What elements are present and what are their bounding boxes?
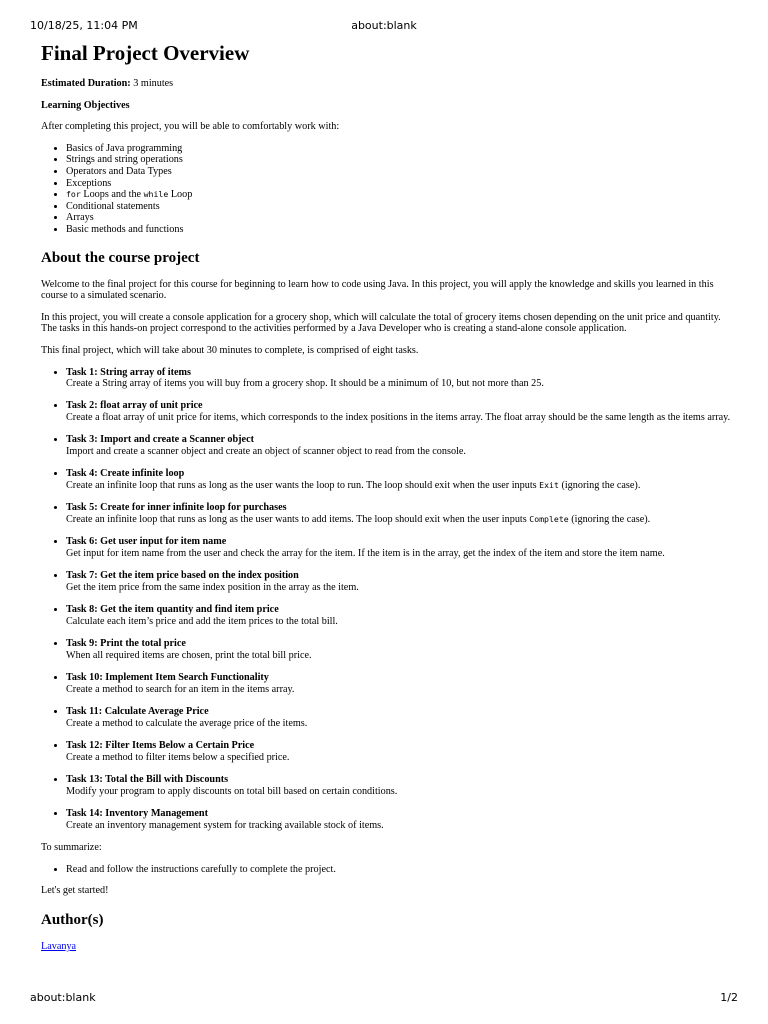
tasks-list bbox=[41, 367, 731, 832]
task-item bbox=[66, 740, 731, 763]
list-item: • Arrays bbox=[66, 212, 731, 224]
print-page-title: about:blank bbox=[351, 19, 417, 32]
task-desc: Create an inventory management system for tracking available stock of items. bbox=[66, 819, 384, 831]
task-desc: Create a float array of unit price for items, which corresponds to the index positions in the items array. The float array should be the same length as the items array. bbox=[66, 412, 731, 424]
task-desc: Import and create a scanner object and create an object of scanner object to read from the console. bbox=[66, 446, 466, 458]
task-desc bbox=[66, 514, 731, 526]
closing-text: Let's get started! bbox=[41, 885, 109, 897]
list-item: • Conditional statements bbox=[66, 201, 731, 213]
task-title: • Task 8: Get the item quantity and find item price bbox=[66, 604, 279, 616]
list-item: • Operators and Data Types bbox=[66, 166, 731, 178]
task-item bbox=[66, 638, 731, 661]
task-desc-text: Create an infinite loop that runs as long as the user wants the loop to run. The loop should exit when the user inputs bbox=[66, 480, 540, 492]
duration-value: 3 minutes bbox=[130, 78, 174, 89]
task-desc: Get the item price from the same index position in the array as the item. bbox=[66, 582, 359, 593]
task-title: • Task 13: Total the Bill with Discounts bbox=[66, 774, 229, 786]
task-title: • Task 11: Calculate Average Price bbox=[66, 706, 209, 718]
task-item bbox=[66, 706, 731, 729]
list-item: • Strings and string operations bbox=[66, 154, 731, 166]
task-title: • Task 10: Implement Item Search Functionality bbox=[66, 672, 269, 684]
estimated-duration bbox=[41, 78, 731, 90]
task-item bbox=[66, 672, 731, 695]
inline-code: for bbox=[66, 189, 81, 200]
objectives-list bbox=[41, 143, 731, 236]
task-item bbox=[66, 536, 731, 559]
list-item-text: Loops and the bbox=[80, 189, 144, 201]
task-desc: Create a String array of items you will buy from a grocery shop. It should be a minimum of 10, but not more than 25. bbox=[66, 378, 544, 390]
task-title: • Task 1: String array of items bbox=[66, 366, 191, 378]
task-desc: Calculate each item’s price and add the item prices to the total bill. bbox=[66, 615, 338, 627]
task-title: • Task 7: Get the item price based on the index position bbox=[66, 570, 299, 582]
list-item: • Basics of Java programming bbox=[66, 143, 731, 155]
task-desc-text: (ignoring the case). bbox=[568, 514, 651, 526]
task-title: • Task 3: Import and create a Scanner object bbox=[66, 434, 254, 446]
task-title: • Task 9: Print the total price bbox=[66, 638, 186, 650]
list-item: • Exceptions bbox=[66, 178, 731, 190]
inline-code: while bbox=[143, 189, 169, 200]
summary-intro: To summarize: bbox=[41, 842, 102, 854]
about-paragraph: This final project, which will take about 30 minutes to complete, is comprised of eight tasks. bbox=[41, 344, 419, 356]
task-title: • Task 5: Create for inner infinite loop for purchases bbox=[66, 502, 287, 514]
about-heading: About the course project bbox=[41, 249, 200, 266]
task-desc: Modify your program to apply discounts on total bill based on certain conditions. bbox=[66, 785, 398, 797]
task-desc: Create a method to search for an item in the items array. bbox=[66, 683, 295, 695]
authors-heading: Author(s) bbox=[41, 912, 104, 929]
task-item bbox=[66, 808, 731, 831]
task-item bbox=[66, 400, 731, 423]
objectives-heading: Learning Objectives bbox=[41, 99, 130, 111]
task-item bbox=[66, 367, 731, 390]
print-datetime: 10/18/25, 11:04 PM bbox=[30, 19, 138, 32]
duration-label: Estimated Duration: bbox=[41, 78, 131, 89]
task-item bbox=[66, 774, 731, 797]
task-desc: When all required items are chosen, print the total bill price. bbox=[66, 649, 312, 661]
task-title: • Task 2: float array of unit price bbox=[66, 400, 203, 412]
inline-code: Complete bbox=[529, 514, 569, 525]
task-desc: Create a method to calculate the average price of the items. bbox=[66, 717, 308, 729]
list-item: • Read and follow the instructions carefully to complete the project. bbox=[66, 864, 731, 876]
task-item bbox=[66, 468, 731, 491]
task-desc-text: Create an infinite loop that runs as long as the user wants to add items. The loop should exit when the user inputs bbox=[66, 514, 530, 526]
print-header bbox=[30, 19, 738, 33]
author-link[interactable]: Lavanya bbox=[41, 941, 77, 953]
inline-code: Exit bbox=[539, 480, 559, 491]
task-item bbox=[66, 570, 731, 593]
task-item bbox=[66, 502, 731, 525]
list-item-text: Loop bbox=[168, 189, 193, 201]
task-desc: Get input for item name from the user and check the array for the item. If the item is in the array, get the index of the item and store the item name. bbox=[66, 548, 665, 560]
about-paragraph: In this project, you will create a console application for a grocery shop, which will calculate the total of grocery items chosen depending on the unit price and quantity. The tasks in this hands-on project correspond to the activities performed by a Java Developer who is creating a stand-alone console application. bbox=[41, 311, 721, 335]
page-title: Final Project Overview bbox=[41, 41, 250, 65]
task-title: • Task 4: Create infinite loop bbox=[66, 468, 185, 480]
task-title: • Task 14: Inventory Management bbox=[66, 808, 208, 820]
objectives-intro: After completing this project, you will be able to comfortably work with: bbox=[41, 121, 340, 133]
task-item bbox=[66, 434, 731, 457]
task-desc bbox=[66, 480, 731, 492]
task-desc-text: (ignoring the case). bbox=[558, 480, 641, 492]
print-footer bbox=[30, 991, 738, 1005]
document-body bbox=[41, 40, 731, 963]
list-item: • Basic methods and functions bbox=[66, 224, 731, 236]
about-paragraph: Welcome to the final project for this course for beginning to learn how to code using Java. In this project, you will apply the knowledge and skills you learned in this course to a simulated scenario. bbox=[41, 278, 714, 302]
task-title: • Task 12: Filter Items Below a Certain Price bbox=[66, 740, 255, 752]
summary-list bbox=[41, 864, 731, 876]
page-number: 1/2 bbox=[720, 991, 738, 1004]
task-title: • Task 6: Get user input for item name bbox=[66, 536, 227, 548]
print-url: about:blank bbox=[30, 991, 96, 1004]
task-desc: Create a method to filter items below a specified price. bbox=[66, 751, 290, 763]
list-item bbox=[66, 189, 731, 201]
task-item bbox=[66, 604, 731, 627]
